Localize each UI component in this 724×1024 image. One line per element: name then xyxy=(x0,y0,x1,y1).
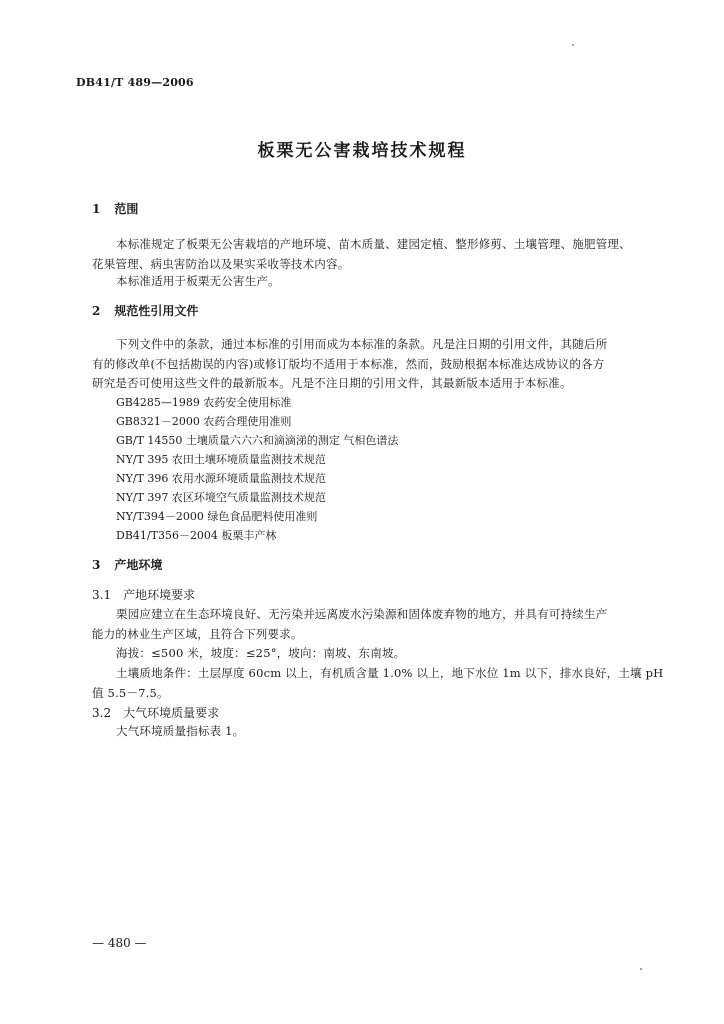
section-3-1-heading xyxy=(92,586,195,603)
section-2-paragraph-line-3: 研究是否可使用这些文件的最新版本。凡是不注日期的引用文件，其最新版本适用于本标准。 xyxy=(92,376,572,390)
document-title: 板栗无公害栽培技术规程 xyxy=(257,141,467,161)
section-3-2-title: 大气环境质量要求 xyxy=(123,706,220,720)
reference-item: DB41/T356－2004 板栗丰产林 xyxy=(116,529,277,542)
standard-code-header: DB41/T 489—2006 xyxy=(76,76,194,89)
reference-item: GB8321－2000 农药合理使用准则 xyxy=(116,415,292,428)
section-2-heading xyxy=(92,302,198,319)
section-2-paragraph-line-2: 有的修改单(不包括勘误的内容)或修订版均不适用于本标准，然而，鼓励根据本标准达成协议的各方 xyxy=(92,357,605,371)
section-1-title: 范围 xyxy=(114,202,139,216)
soil-condition-line-2: 值 5.5－7.5。 xyxy=(92,686,169,700)
section-1-paragraph-line-2: 花果管理、病虫害防治以及果实采收等技术内容。 xyxy=(92,257,350,271)
section-1-number: 1 xyxy=(92,202,101,216)
section-3-title: 产地环境 xyxy=(114,558,163,572)
section-2-number: 2 xyxy=(92,304,101,318)
reference-item: NY/T 395 农田土壤环境质量监测技术规范 xyxy=(116,453,326,466)
section-3-2-paragraph: 大气环境质量指标表 1。 xyxy=(116,724,245,738)
section-3-2-heading xyxy=(92,704,219,721)
reference-item: GB4285—1989 农药安全使用标准 xyxy=(116,396,292,409)
section-1-heading xyxy=(92,200,138,217)
reference-item: GB/T 14550 土壤质量六六六和滴滴涕的测定 气相色谱法 xyxy=(116,434,399,447)
section-3-1-title: 产地环境要求 xyxy=(123,588,196,602)
section-2-title: 规范性引用文件 xyxy=(114,304,199,318)
reference-item: NY/T 396 农用水源环境质量监测技术规范 xyxy=(116,472,326,485)
section-1-scope-line: 本标准适用于板栗无公害生产。 xyxy=(116,274,280,288)
section-3-1-number: 3.1 xyxy=(92,588,112,602)
scan-speck xyxy=(640,968,642,970)
section-1-paragraph-line-1: 本标准规定了板栗无公害栽培的产地环境、苗木质量、建园定植、整形修剪、土壤管理、施肥管理、 xyxy=(116,237,631,251)
section-3-2-number: 3.2 xyxy=(92,706,112,720)
page-number: — 480 — xyxy=(92,936,147,950)
reference-item: NY/T 397 农区环境空气质量监测技术规范 xyxy=(116,491,326,504)
section-3-1-paragraph-line-1: 栗园应建立在生态环境良好、无污染并远离废水污染源和固体废弃物的地方，并具有可持续生产 xyxy=(116,607,608,621)
reference-item: NY/T394－2000 绿色食品肥料使用准则 xyxy=(116,510,318,523)
section-2-paragraph-line-1: 下列文件中的条款，通过本标准的引用而成为本标准的条款。凡是注日期的引用文件，其随后所 xyxy=(116,337,608,351)
altitude-slope-line: 海拔：≤500 米，坡度：≤25°，坡向：南坡、东南坡。 xyxy=(116,646,406,660)
section-3-1-paragraph-line-2: 能力的林业生产区域，且符合下列要求。 xyxy=(92,627,303,641)
soil-condition-line-1: 土壤质地条件：土层厚度 60cm 以上，有机质含量 1.0% 以上，地下水位 1m 以下，排水良好，土壤 pH xyxy=(116,666,664,680)
scan-speck xyxy=(572,44,574,46)
section-3-number: 3 xyxy=(92,558,101,572)
section-3-heading xyxy=(92,556,162,573)
